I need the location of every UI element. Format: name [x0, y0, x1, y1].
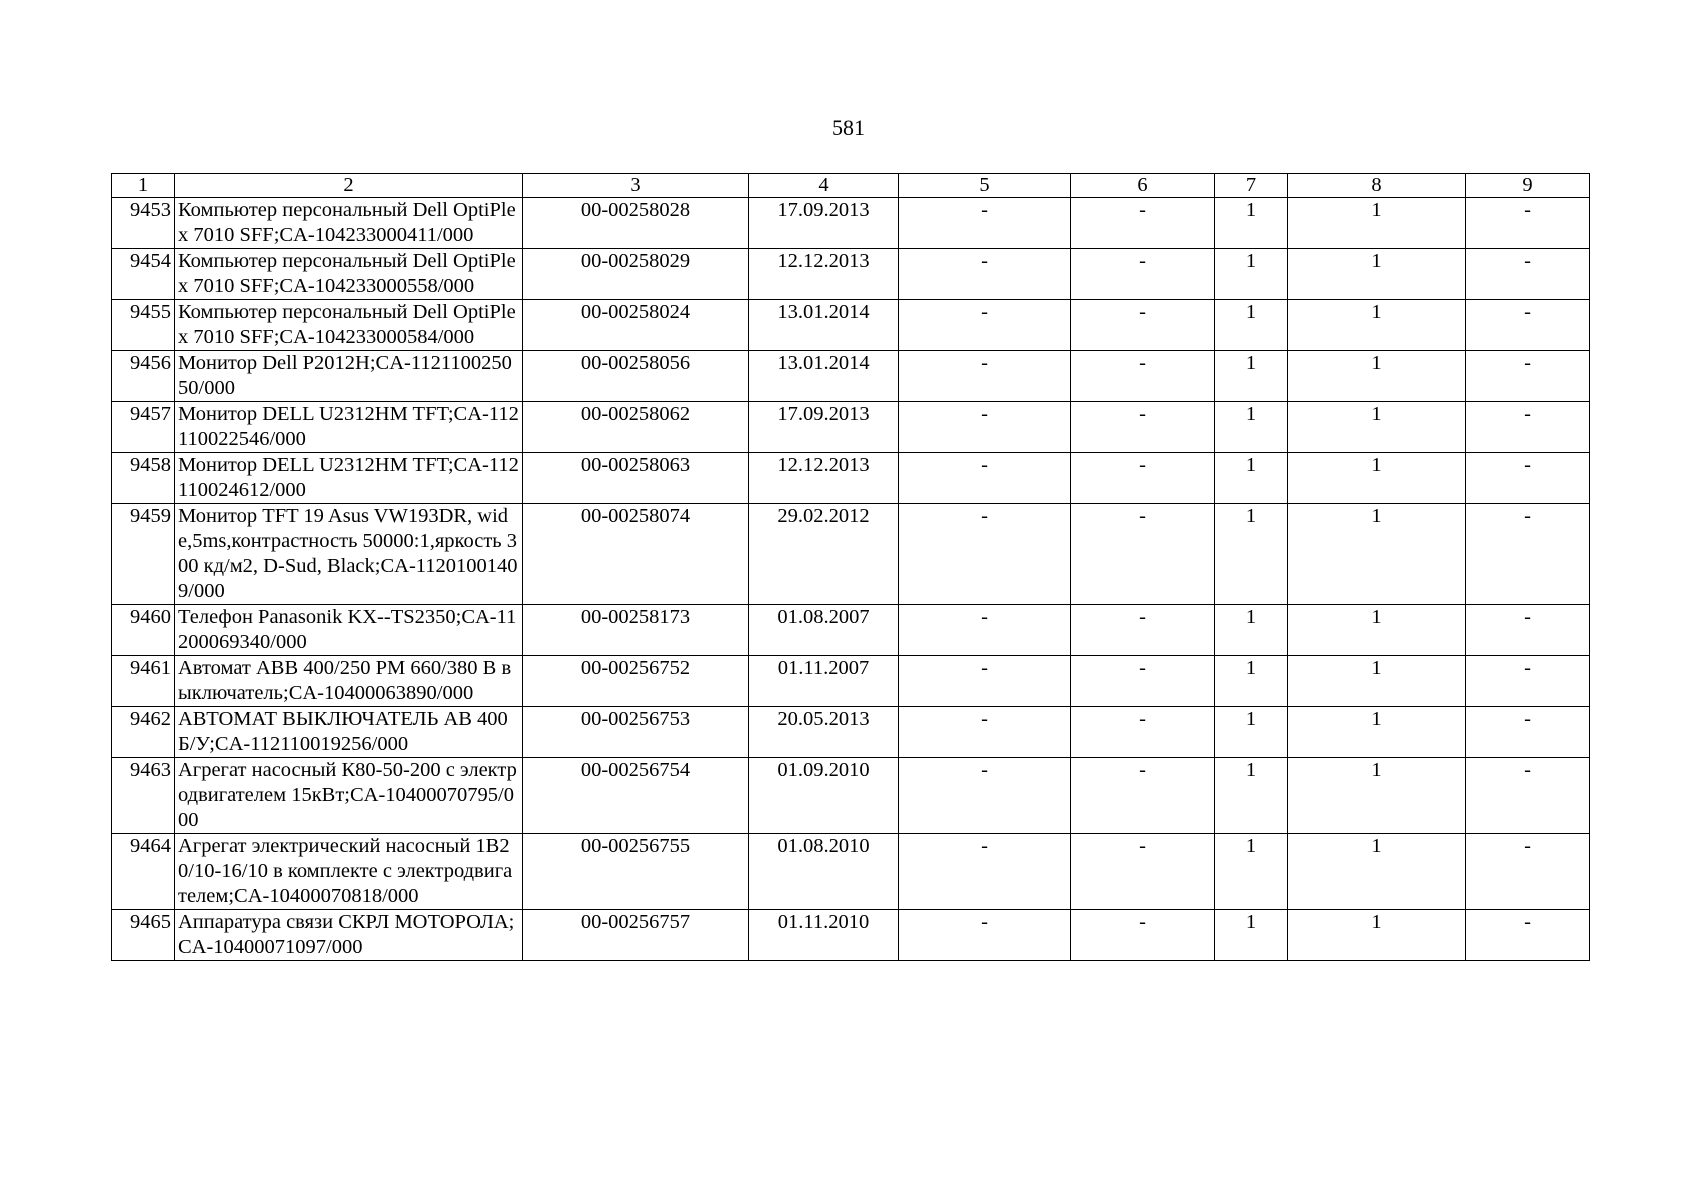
column-7-cell: 1	[1215, 758, 1288, 834]
column-8-cell: 1	[1288, 300, 1466, 351]
date-cell: 01.11.2010	[749, 910, 899, 961]
date-cell: 13.01.2014	[749, 351, 899, 402]
date-cell: 29.02.2012	[749, 504, 899, 605]
date-cell: 13.01.2014	[749, 300, 899, 351]
table-row	[112, 504, 1590, 605]
column-7-cell: 1	[1215, 834, 1288, 910]
date-cell: 01.11.2007	[749, 656, 899, 707]
column-6-cell: -	[1071, 249, 1215, 300]
column-5-cell: -	[899, 300, 1071, 351]
column-7-cell: 1	[1215, 402, 1288, 453]
column-9-cell: -	[1466, 198, 1590, 249]
column-7-cell: 1	[1215, 300, 1288, 351]
column-6-cell: -	[1071, 656, 1215, 707]
asset-name-cell: Монитор TFT 19 Asus VW193DR, wide,5ms,контрастность 50000:1,яркость 300 кд/м2, D-Sud, Black;CA-11201001409/000	[175, 504, 523, 605]
inventory-number-cell: 00-00258056	[523, 351, 749, 402]
column-9-cell: -	[1466, 910, 1590, 961]
row-number-cell: 9464	[112, 834, 175, 910]
column-8-cell: 1	[1288, 707, 1466, 758]
inventory-number-cell: 00-00256757	[523, 910, 749, 961]
column-8-cell: 1	[1288, 834, 1466, 910]
column-7-cell: 1	[1215, 605, 1288, 656]
row-number-cell: 9459	[112, 504, 175, 605]
column-9-cell: -	[1466, 605, 1590, 656]
column-header-5: 5	[899, 174, 1071, 198]
column-5-cell: -	[899, 198, 1071, 249]
column-6-cell: -	[1071, 707, 1215, 758]
table-row	[112, 834, 1590, 910]
inventory-number-cell: 00-00256752	[523, 656, 749, 707]
column-header-4: 4	[749, 174, 899, 198]
table-row	[112, 198, 1590, 249]
inventory-number-cell: 00-00258062	[523, 402, 749, 453]
row-number-cell: 9465	[112, 910, 175, 961]
column-5-cell: -	[899, 351, 1071, 402]
column-5-cell: -	[899, 707, 1071, 758]
column-8-cell: 1	[1288, 910, 1466, 961]
column-6-cell: -	[1071, 402, 1215, 453]
table-body	[112, 198, 1590, 961]
column-7-cell: 1	[1215, 707, 1288, 758]
column-5-cell: -	[899, 910, 1071, 961]
column-8-cell: 1	[1288, 351, 1466, 402]
column-5-cell: -	[899, 758, 1071, 834]
table-row	[112, 707, 1590, 758]
column-8-cell: 1	[1288, 402, 1466, 453]
column-7-cell: 1	[1215, 453, 1288, 504]
column-8-cell: 1	[1288, 504, 1466, 605]
column-8-cell: 1	[1288, 758, 1466, 834]
column-6-cell: -	[1071, 351, 1215, 402]
asset-name-cell: Агрегат электрический насосный 1В20/10-16/10 в комплекте с электродвигателем;CA-10400070818/000	[175, 834, 523, 910]
date-cell: 01.09.2010	[749, 758, 899, 834]
date-cell: 12.12.2013	[749, 249, 899, 300]
column-header-6: 6	[1071, 174, 1215, 198]
column-5-cell: -	[899, 402, 1071, 453]
column-6-cell: -	[1071, 605, 1215, 656]
table-row	[112, 605, 1590, 656]
asset-name-cell: Монитор DELL U2312HM TFT;CA-112110024612/000	[175, 453, 523, 504]
asset-name-cell: Автомат ABB 400/250 PM 660/380 В выключатель;CA-10400063890/000	[175, 656, 523, 707]
asset-name-cell: Компьютер персональный Dell OptiPlex 7010 SFF;CA-104233000584/000	[175, 300, 523, 351]
asset-name-cell: Телефон Panasonik KX--TS2350;CA-11200069340/000	[175, 605, 523, 656]
inventory-number-cell: 00-00256753	[523, 707, 749, 758]
column-6-cell: -	[1071, 910, 1215, 961]
column-7-cell: 1	[1215, 249, 1288, 300]
column-5-cell: -	[899, 605, 1071, 656]
table-row	[112, 351, 1590, 402]
row-number-cell: 9457	[112, 402, 175, 453]
column-header-2: 2	[175, 174, 523, 198]
row-number-cell: 9463	[112, 758, 175, 834]
column-7-cell: 1	[1215, 910, 1288, 961]
column-7-cell: 1	[1215, 656, 1288, 707]
column-5-cell: -	[899, 656, 1071, 707]
column-6-cell: -	[1071, 504, 1215, 605]
table-row	[112, 300, 1590, 351]
column-9-cell: -	[1466, 453, 1590, 504]
inventory-number-cell: 00-00258074	[523, 504, 749, 605]
row-number-cell: 9460	[112, 605, 175, 656]
column-8-cell: 1	[1288, 656, 1466, 707]
column-6-cell: -	[1071, 198, 1215, 249]
column-5-cell: -	[899, 249, 1071, 300]
column-8-cell: 1	[1288, 453, 1466, 504]
row-number-cell: 9462	[112, 707, 175, 758]
column-9-cell: -	[1466, 504, 1590, 605]
asset-name-cell: Монитор Dell P2012H;CA-112110025050/000	[175, 351, 523, 402]
column-6-cell: -	[1071, 453, 1215, 504]
column-6-cell: -	[1071, 300, 1215, 351]
column-7-cell: 1	[1215, 504, 1288, 605]
date-cell: 01.08.2010	[749, 834, 899, 910]
date-cell: 20.05.2013	[749, 707, 899, 758]
column-9-cell: -	[1466, 249, 1590, 300]
column-6-cell: -	[1071, 758, 1215, 834]
asset-name-cell: Аппаратура связи СКРЛ МОТОРОЛА;CA-10400071097/000	[175, 910, 523, 961]
row-number-cell: 9461	[112, 656, 175, 707]
row-number-cell: 9456	[112, 351, 175, 402]
column-9-cell: -	[1466, 402, 1590, 453]
date-cell: 01.08.2007	[749, 605, 899, 656]
inventory-number-cell: 00-00258029	[523, 249, 749, 300]
column-header-7: 7	[1215, 174, 1288, 198]
date-cell: 12.12.2013	[749, 453, 899, 504]
column-9-cell: -	[1466, 834, 1590, 910]
column-7-cell: 1	[1215, 198, 1288, 249]
table-row	[112, 249, 1590, 300]
column-9-cell: -	[1466, 351, 1590, 402]
inventory-number-cell: 00-00258028	[523, 198, 749, 249]
row-number-cell: 9453	[112, 198, 175, 249]
column-7-cell: 1	[1215, 351, 1288, 402]
column-5-cell: -	[899, 834, 1071, 910]
date-cell: 17.09.2013	[749, 402, 899, 453]
inventory-number-cell: 00-00258173	[523, 605, 749, 656]
inventory-number-cell: 00-00258063	[523, 453, 749, 504]
asset-name-cell: Монитор DELL U2312HM TFT;CA-112110022546/000	[175, 402, 523, 453]
asset-name-cell: Агрегат насосный К80-50-200 с электродвигателем 15кВт;CA-10400070795/000	[175, 758, 523, 834]
column-8-cell: 1	[1288, 605, 1466, 656]
inventory-number-cell: 00-00256754	[523, 758, 749, 834]
column-header-1: 1	[112, 174, 175, 198]
header-row	[112, 174, 1590, 198]
table-row	[112, 758, 1590, 834]
column-9-cell: -	[1466, 300, 1590, 351]
row-number-cell: 9458	[112, 453, 175, 504]
table-row	[112, 910, 1590, 961]
column-9-cell: -	[1466, 707, 1590, 758]
column-9-cell: -	[1466, 758, 1590, 834]
table-row	[112, 453, 1590, 504]
table-row	[112, 656, 1590, 707]
asset-name-cell: Компьютер персональный Dell OptiPlex 7010 SFF;CA-104233000558/000	[175, 249, 523, 300]
column-6-cell: -	[1071, 834, 1215, 910]
inventory-number-cell: 00-00256755	[523, 834, 749, 910]
asset-name-cell: Компьютер персональный Dell OptiPlex 7010 SFF;CA-104233000411/000	[175, 198, 523, 249]
asset-table	[111, 173, 1590, 961]
row-number-cell: 9455	[112, 300, 175, 351]
column-8-cell: 1	[1288, 249, 1466, 300]
column-5-cell: -	[899, 504, 1071, 605]
date-cell: 17.09.2013	[749, 198, 899, 249]
asset-name-cell: АВТОМАТ ВЫКЛЮЧАТЕЛЬ АВ 400 Б/У;CA-112110019256/000	[175, 707, 523, 758]
column-8-cell: 1	[1288, 198, 1466, 249]
column-5-cell: -	[899, 453, 1071, 504]
page-number: 581	[832, 115, 865, 140]
row-number-cell: 9454	[112, 249, 175, 300]
table-row	[112, 402, 1590, 453]
column-header-8: 8	[1288, 174, 1466, 198]
inventory-number-cell: 00-00258024	[523, 300, 749, 351]
column-header-9: 9	[1466, 174, 1590, 198]
column-9-cell: -	[1466, 656, 1590, 707]
column-header-3: 3	[523, 174, 749, 198]
